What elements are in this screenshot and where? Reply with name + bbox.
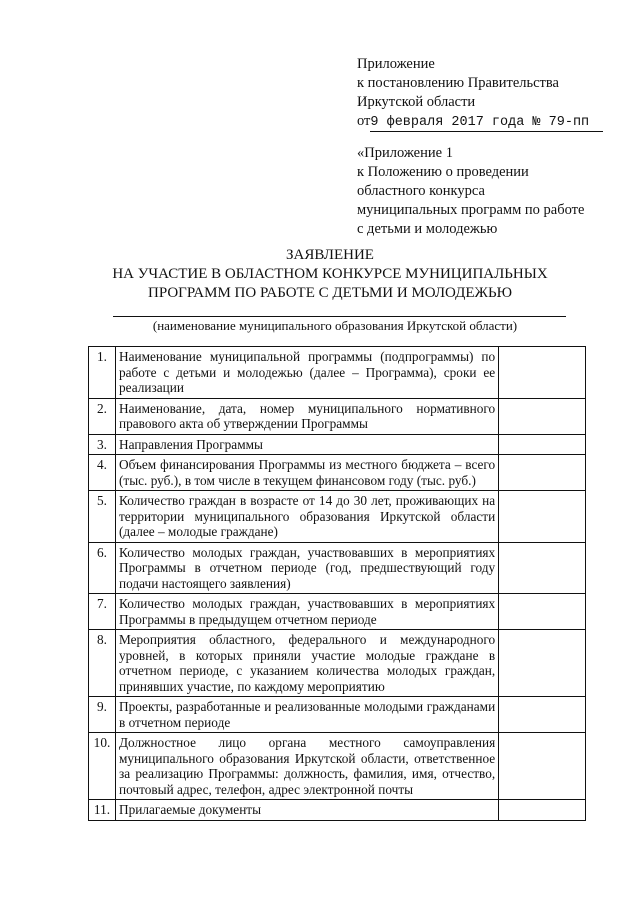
appendix-line: с детьми и молодежью (357, 221, 498, 237)
row-text: Количество молодых граждан, участвовавших в мероприятиях Программы в отчетном периоде (год, предшествующий году подачи настоящего заявления) (115, 542, 498, 594)
row-value-cell[interactable] (499, 455, 586, 491)
municipality-blank-line (113, 316, 566, 317)
appendix-header (357, 55, 617, 132)
row-number: 1. (89, 347, 116, 399)
row-text: Количество граждан в возрасте от 14 до 30 лет, проживающих на территории муниципального образования Иркутской области (далее – молодые граждане) (115, 491, 498, 543)
row-text: Наименование муниципальной программы (подпрограммы) по работе с детьми и молодежью (далее – Программа), сроки ее реализации (115, 347, 498, 399)
row-number: 2. (89, 398, 116, 434)
appendix-line: к Положению о проведении (357, 164, 529, 180)
row-value-cell[interactable] (499, 697, 586, 733)
row-text: Проекты, разработанные и реализованные молодыми гражданами в отчетном периоде (115, 697, 498, 733)
header-date-line (357, 112, 617, 132)
row-text: Направления Программы (115, 434, 498, 455)
row-value-cell[interactable] (499, 542, 586, 594)
document-title (60, 246, 600, 303)
title-line: НА УЧАСТИЕ В ОБЛАСТНОМ КОНКУРСЕ МУНИЦИПАЛЬНЫХ (112, 266, 548, 282)
row-value-cell[interactable] (499, 733, 586, 800)
row-value-cell[interactable] (499, 594, 586, 630)
row-number: 9. (89, 697, 116, 733)
row-text: Прилагаемые документы (115, 800, 498, 821)
table-row (89, 594, 586, 630)
date-prefix: от (357, 113, 371, 129)
row-number: 4. (89, 455, 116, 491)
title-line: ПРОГРАММ ПО РАБОТЕ С ДЕТЬМИ И МОЛОДЕЖЬЮ (147, 285, 512, 301)
table-row (89, 347, 586, 399)
row-number: 10. (89, 733, 116, 800)
row-value-cell[interactable] (499, 347, 586, 399)
row-text: Мероприятия областного, федерального и международного уровней, в которых приняли участие молодые граждане в отчетном периоде, с указанием количества молодых граждан, принявших участие, по каждому мероприятию (115, 630, 498, 697)
appendix-line: муниципальных программ по работе (357, 202, 585, 218)
row-number: 8. (89, 630, 116, 697)
row-text: Наименование, дата, номер муниципального нормативного правового акта об утверждении Программы (115, 398, 498, 434)
application-table (88, 346, 586, 821)
row-number: 11. (89, 800, 116, 821)
row-text: Объем финансирования Программы из местного бюджета – всего (тыс. руб.), в том числе в текущем финансовом году (тыс. руб.) (115, 455, 498, 491)
table-row (89, 434, 586, 455)
row-value-cell[interactable] (499, 434, 586, 455)
row-value-cell[interactable] (499, 800, 586, 821)
table-row (89, 491, 586, 543)
row-number: 6. (89, 542, 116, 594)
table-row (89, 800, 586, 821)
appendix-line: областного конкурса (357, 183, 485, 199)
title-line: ЗАЯВЛЕНИЕ (286, 247, 374, 263)
row-value-cell[interactable] (499, 398, 586, 434)
header-line: Приложение (357, 56, 435, 72)
table-row (89, 733, 586, 800)
row-number: 3. (89, 434, 116, 455)
row-value-cell[interactable] (499, 630, 586, 697)
row-number: 5. (89, 491, 116, 543)
municipality-caption: (наименование муниципального образования Иркутской области) (152, 318, 518, 333)
table-row (89, 542, 586, 594)
row-text: Должностное лицо органа местного самоуправления муниципального образования Иркутской области, ответственное за реализацию Программы: должность, фамилия, имя, отчество, почтовый адрес, телефон, адрес электронной почты (115, 733, 498, 800)
header-line: Иркутской области (357, 94, 476, 110)
appendix-line: «Приложение 1 (357, 145, 453, 161)
table-row (89, 398, 586, 434)
row-value-cell[interactable] (499, 491, 586, 543)
table-row (89, 630, 586, 697)
header-line: к постановлению Правительства (357, 75, 559, 91)
table-row (89, 455, 586, 491)
row-text: Количество молодых граждан, участвовавших в мероприятиях Программы в предыдущем отчетном периоде (115, 594, 498, 630)
appendix-reference (357, 144, 617, 239)
date-value: 9 февраля 2017 года № 79-пп (370, 114, 603, 132)
row-number: 7. (89, 594, 116, 630)
table-row (89, 697, 586, 733)
